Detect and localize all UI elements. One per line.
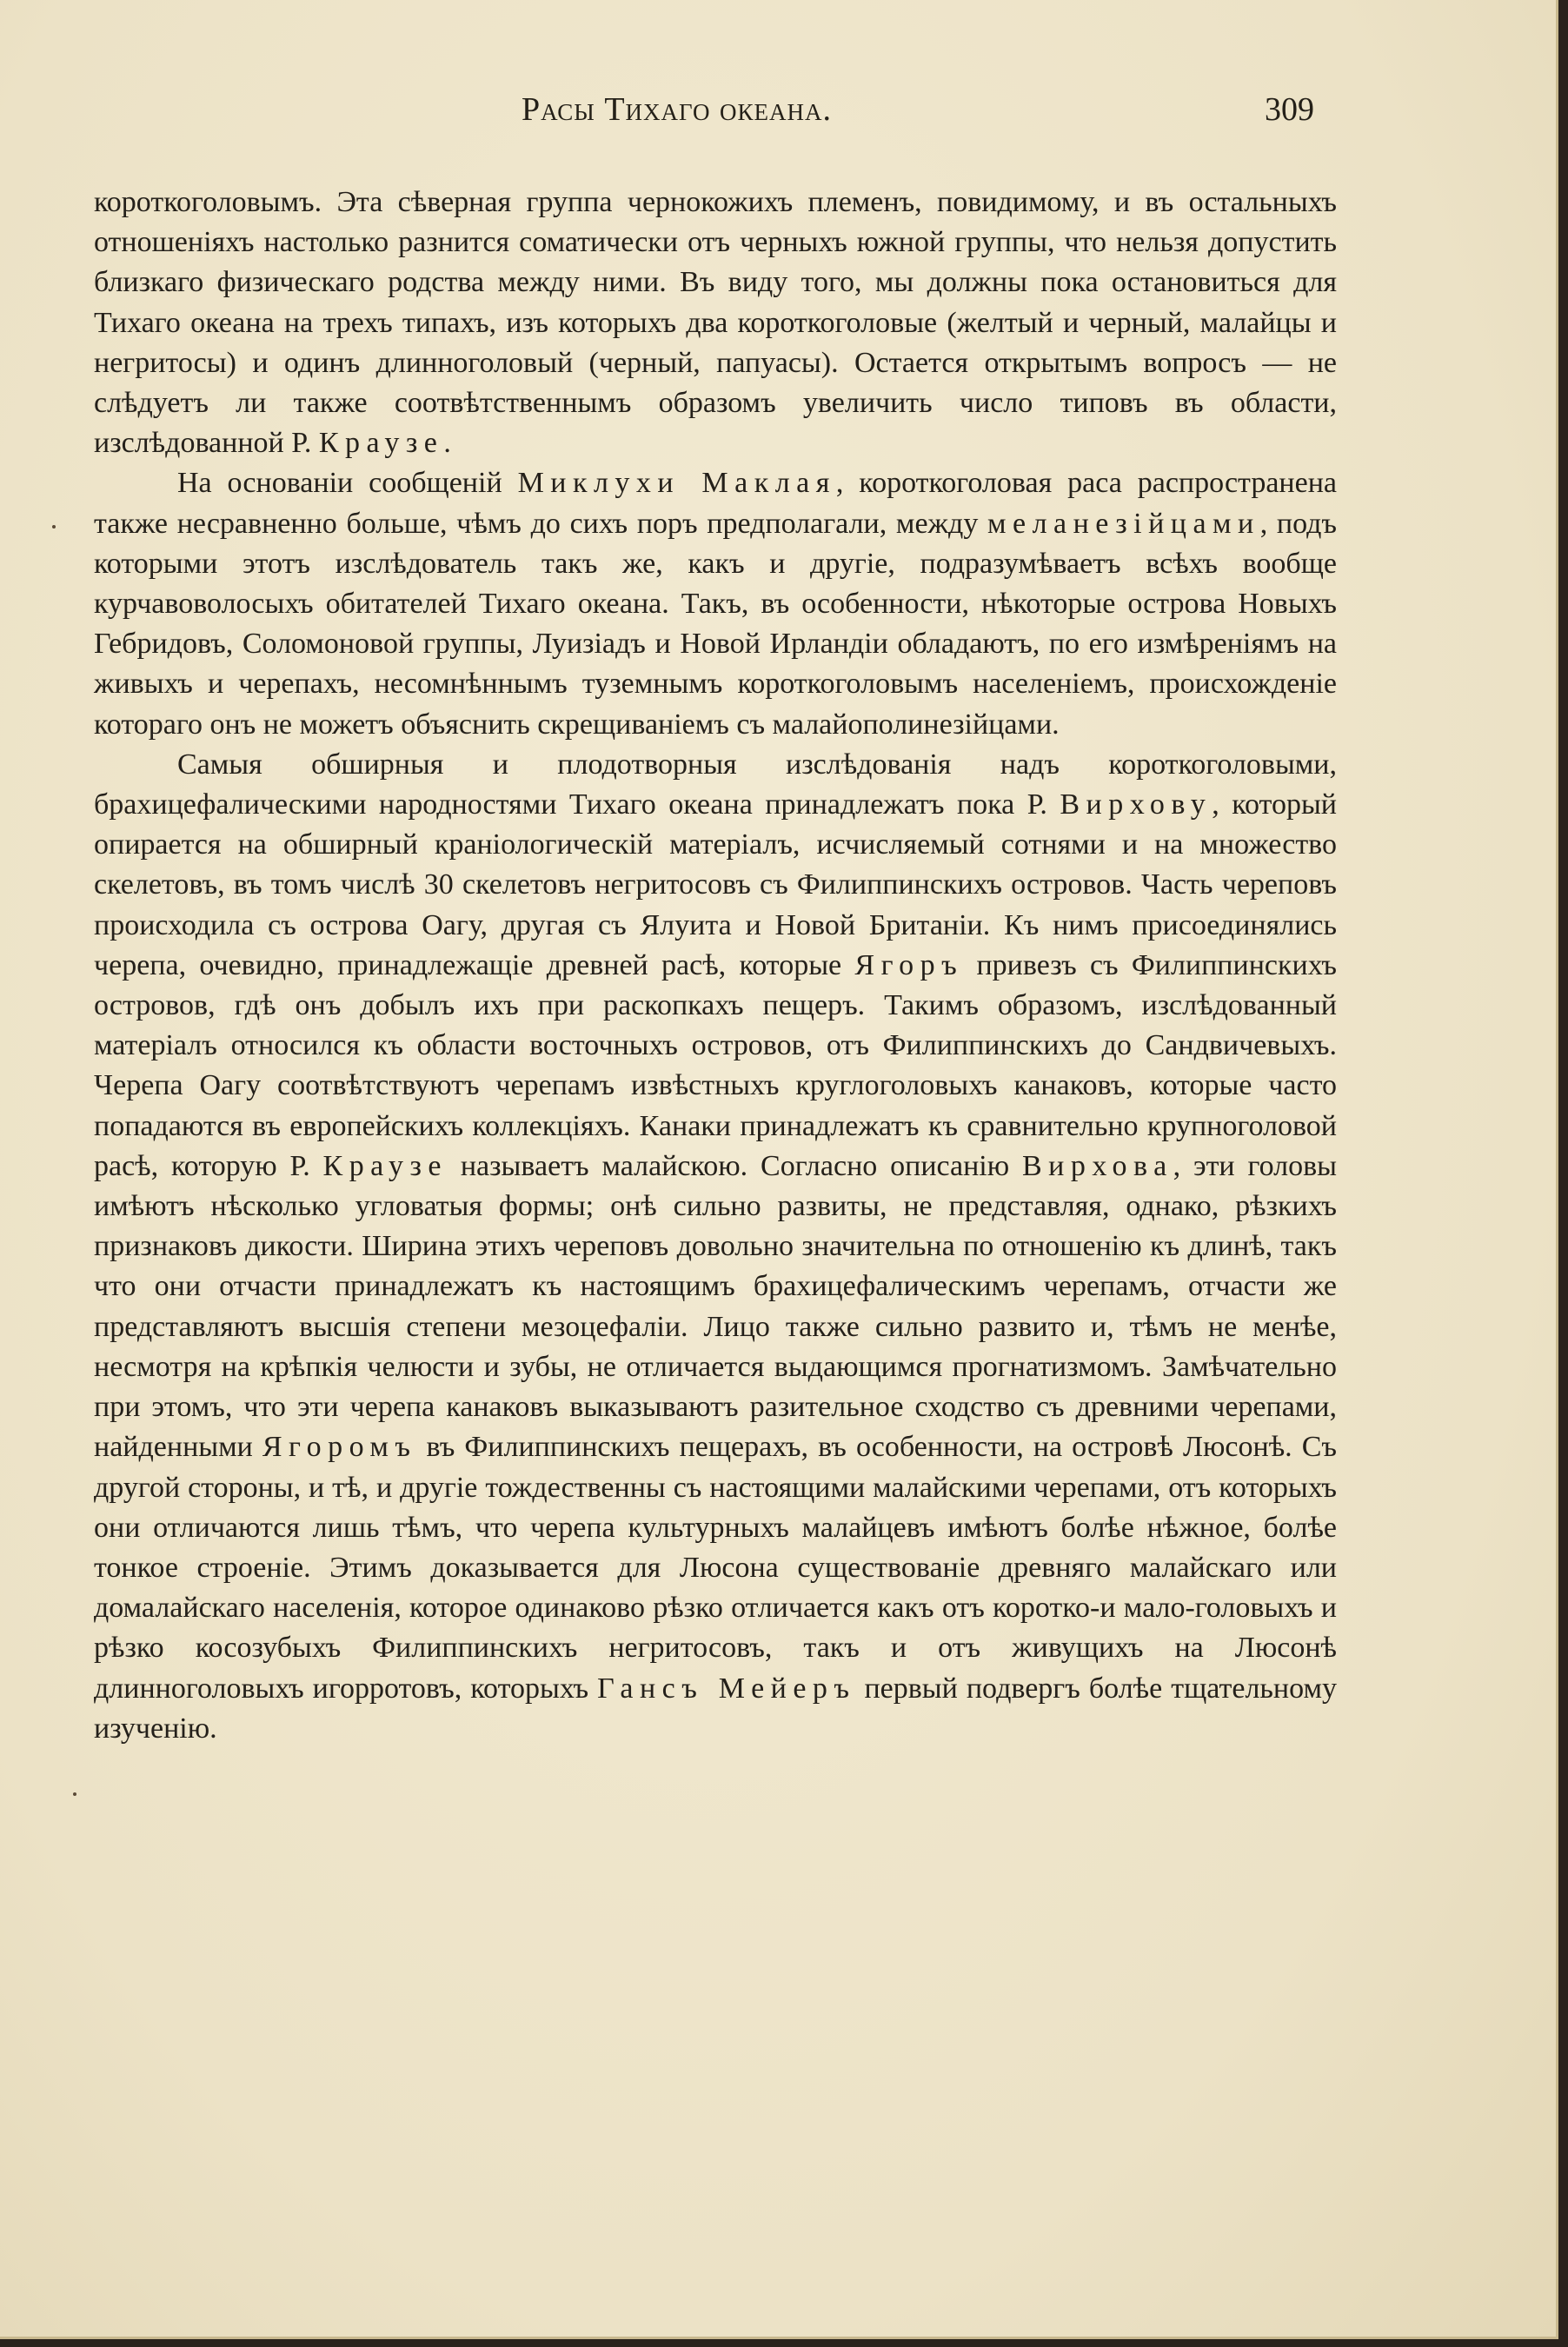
ink-speck xyxy=(52,525,56,529)
spaced-term: меланезійцами xyxy=(987,507,1260,540)
paragraph-1: короткоголовымъ. Эта сѣверная группа чернокожихъ племенъ, повидимому, и въ остальныхъ отношеніяхъ настолько разнится соматически отъ черныхъ южной группы, что нельзя допустить близкаго физическаго родства между ними. Въ виду того, мы должны пока остановиться для Тихаго океана на трехъ типахъ, изъ которыхъ два короткоголовые (желтый и черный, малайцы и негритосы) и одинъ длинноголовый (черный, папуасы). Остается открытымъ вопросъ — не слѣдуетъ ли также соотвѣтственнымъ образомъ увеличить число типовъ въ области, изслѣдованной Р. Краузе. xyxy=(94,186,1337,460)
page-number: 309 xyxy=(1265,91,1314,128)
ink-speck xyxy=(73,1792,76,1796)
spaced-name: Миклухи Маклая xyxy=(517,467,836,500)
page-header xyxy=(0,90,1568,143)
spaced-name: Ягоромъ xyxy=(262,1431,417,1464)
spaced-name: Вирхова xyxy=(1022,1149,1173,1182)
spaced-name: Гансъ Мейеръ xyxy=(597,1672,856,1705)
body-text xyxy=(94,183,1337,1749)
running-title: Расы Тихаго океана. xyxy=(522,91,832,128)
spaced-name: Ягоръ xyxy=(854,948,964,981)
spaced-name: Краузе xyxy=(318,427,444,460)
paragraph-2: На основаніи сообщеній Миклухи Маклая, короткоголовая раса распространена также несравненно больше, чѣмъ до сихъ поръ предполагали, между меланезійцами, подъ которыми этотъ изслѣдователь такъ же, какъ и другіе, подразумѣваетъ всѣхъ вообще курчавоволосыхъ обитателей Тихаго океана. Такъ, въ особенности, нѣкоторые острова Новыхъ Гебридовъ, Соломоновой группы, Луизіадъ и Новой Ирландіи обладаютъ, по его измѣреніямъ на живыхъ и черепахъ, несомнѣннымъ туземнымъ короткоголовымъ населеніемъ, происхожденіе котораго онъ не можетъ объяснить скрещиваніемъ съ малайополинезійцами. xyxy=(94,467,1337,741)
spaced-name: Краузе xyxy=(322,1149,448,1182)
paragraph-3: Самыя обширныя и плодотворныя изслѣдованія надъ короткоголовыми, брахицефалическими народностями Тихаго океана принадлежатъ пока Р. Вирхову, который опирается на обширный краніологическій матеріалъ, исчисляемый сотнями и на множество скелетовъ, въ томъ числѣ 30 скелетовъ негритосовъ съ Филиппинскихъ островов. Часть череповъ происходила съ острова Оагу, другая съ Ялуита и Новой Британіи. Къ нимъ присоединялись черепа, очевидно, принадлежащіе древней расѣ, которые Ягоръ привезъ съ Филиппинскихъ островов, гдѣ онъ добылъ ихъ при раскопкахъ пещеръ. Такимъ образомъ, изслѣдованный матеріалъ относился къ области восточныхъ островов, отъ Филиппинскихъ до Сандвичевыхъ. Черепа Оагу соотвѣтствуютъ черепамъ извѣстныхъ круглоголовыхъ канаковъ, которые часто попадаются въ европейскихъ коллекціяхъ. Канаки принадлежатъ къ сравнительно крупноголовой расѣ, которую Р. Краузе называетъ малайскою. Согласно описанію Вирхова, эти головы имѣютъ нѣсколько угловатыя формы; онѣ сильно развиты, не представляя, однако, рѣзкихъ признаковъ дикости. Ширина этихъ череповъ довольно значительна по отношенію къ длинѣ, такъ что они отчасти принадлежатъ къ настоящимъ брахицефалическимъ черепамъ, отчасти же представляютъ высшія степени мезоцефаліи. Лицо также сильно развито и, тѣмъ не менѣе, несмотря на крѣпкія челюсти и зубы, не отличается выдающимся прогнатизмомъ. Замѣчательно при этомъ, что эти черепа канаковъ выказываютъ разительное сходство съ древними черепами, найденными Ягоромъ въ Филиппинскихъ пещерахъ, въ особенности, на островѣ Люсонѣ. Съ другой стороны, и тѣ, и другіе тождественны съ настоящими малайскими черепами, отъ которыхъ они отличаются лишь тѣмъ, что черепа культурныхъ малайцевъ имѣютъ болѣе нѣжное, болѣе тонкое строеніе. Этимъ доказывается для Люсона существованіе древняго малайскаго или домалайскаго населенія, которое одинаково рѣзко отличается какъ отъ коротко-и мало-головыхъ и рѣзко косозубыхъ Филиппинскихъ негритосовъ, такъ и отъ живущихъ на Люсонѣ длинноголовыхъ игорротовъ, которыхъ Гансъ Мейеръ первый подвергъ болѣе тщательному изученію. xyxy=(94,748,1337,1745)
spaced-name: Вирхову xyxy=(1060,788,1213,821)
